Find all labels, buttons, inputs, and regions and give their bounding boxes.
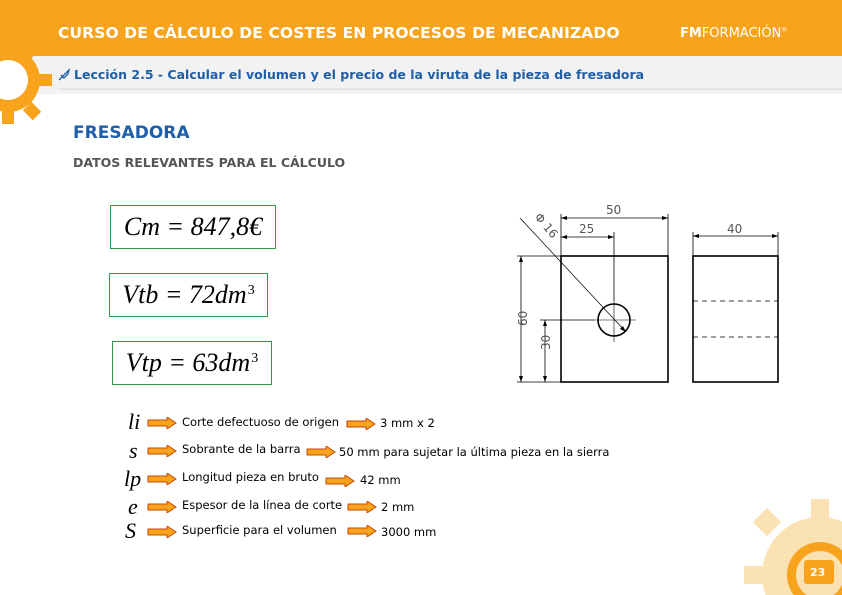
arrow-icon [347,501,377,513]
arrow-icon [147,473,177,485]
variable-value: 3 mm x 2 [380,416,435,430]
arrow-icon [147,501,177,513]
variable-value: 50 mm para sujetar la última pieza en la sierra [339,445,610,459]
variable-symbol: S [125,518,136,543]
variable-label: Corte defectuoso de origen [182,415,340,429]
arrow-icon [147,526,177,538]
dim-side-width: 40 [727,222,743,236]
formula-cm-text: Cm = 847,8€ [123,212,263,241]
variable-value: 42 mm [360,473,401,487]
lesson-title: Lección 2.5 - Calcular el volumen y el precio de la viruta de la pieza de fresadora [74,67,645,82]
brand-logo [680,26,787,41]
formula-vtp-text: Vtp = 63dm [125,348,251,377]
page-number: 23 [810,566,826,579]
variable-value: 2 mm [381,500,415,514]
formula-vtb-exponent: 3 [247,283,255,298]
gear-icon [0,30,60,140]
arrow-icon [325,475,355,487]
variable-label: Longitud pieza en bruto [182,470,319,484]
brand-suffix: FORMACIÓN [701,26,782,41]
dim-hole-height: 30 [539,334,553,350]
rocket-icon [57,68,71,82]
side-view [693,256,778,382]
front-view [561,256,668,382]
arrow-icon [306,446,336,458]
formula-cm [110,205,276,249]
variable-symbol: lp [124,466,142,491]
brand-reg: ® [781,26,788,34]
dim-height: 60 [516,310,530,326]
section-subtitle: DATOS RELEVANTES PARA EL CÁLCULO [73,155,346,170]
section-title: FRESADORA [73,123,190,143]
formula-vtp-exponent: 3 [251,351,259,366]
dim-half-width: 25 [579,222,595,236]
variable-symbol: e [128,494,138,519]
arrow-icon [147,417,177,429]
variable-symbol: s [129,438,138,463]
arrow-icon [347,525,377,537]
formula-vtb-text: Vtb = 72dm [122,280,247,309]
arrow-icon [346,418,376,430]
formula-vtb [109,273,268,317]
variable-value: 3000 mm [381,525,437,539]
arrow-icon [147,445,177,457]
brand-prefix: FM [680,26,702,41]
technical-drawing [500,195,800,395]
variable-symbol: li [128,409,141,434]
lesson-divider [58,88,842,90]
course-title: CURSO DE CÁLCULO DE COSTES EN PROCESOS DE MECANIZADO [58,24,620,42]
variable-label: Espesor de la línea de corte [182,498,343,512]
variable-label: Superficie para el volumen [182,523,337,537]
variable-label: Sobrante de la barra [182,442,301,456]
dim-diameter: Φ 16 [531,210,561,242]
formula-vtp [112,341,272,385]
dim-total-width: 50 [606,203,622,217]
